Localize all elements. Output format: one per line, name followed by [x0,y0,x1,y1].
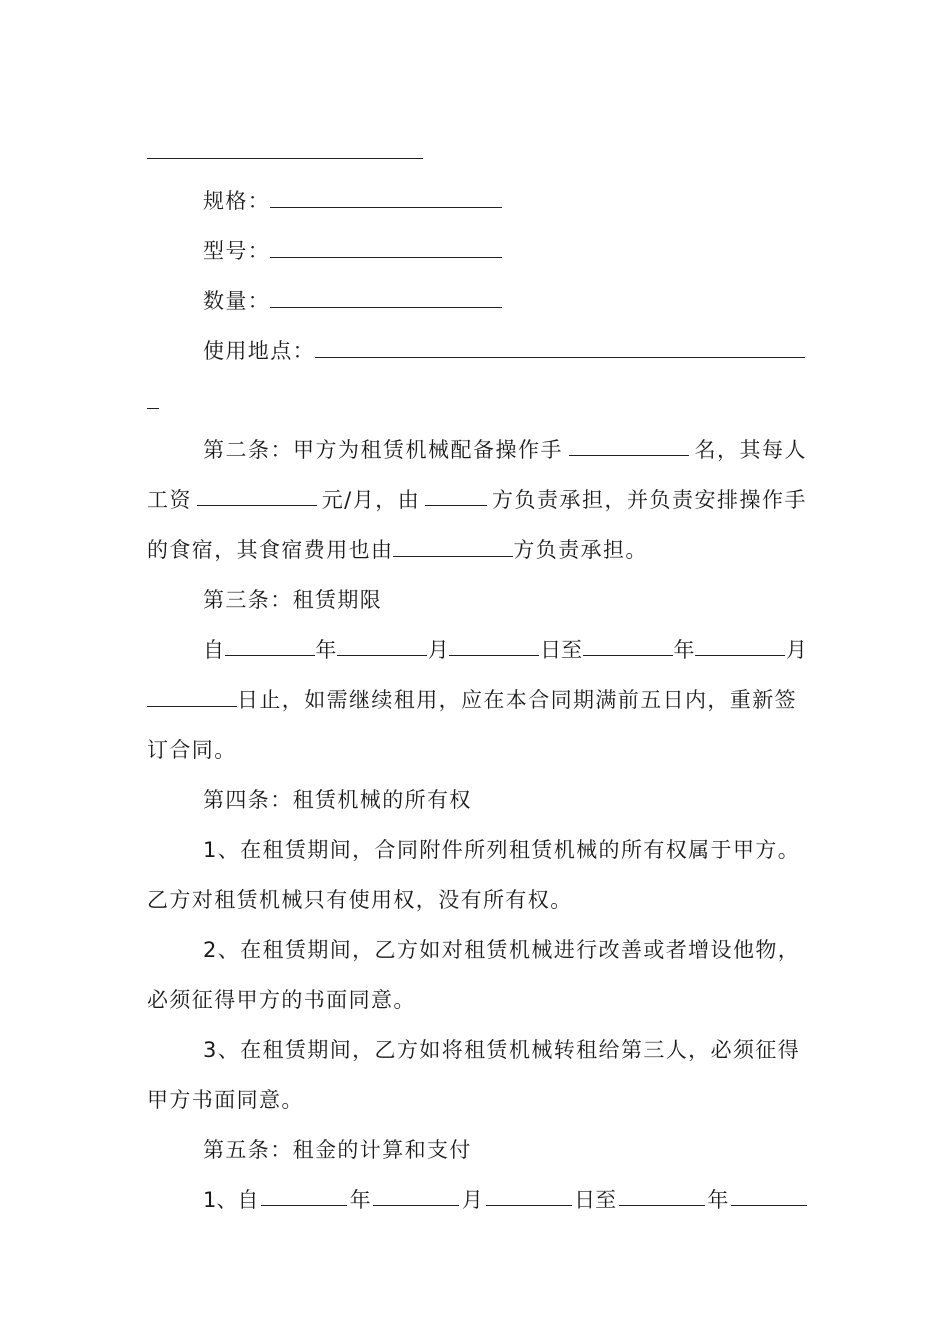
end-month-blank[interactable] [695,635,785,656]
art3-text: 自 [203,638,224,662]
start-day-blank[interactable] [449,635,539,656]
art4-p3-line-2: 甲方书面同意。 [147,1088,304,1112]
art2-text: 的食宿，其食宿费用也由 [147,538,394,562]
rent-start-year-blank[interactable] [261,1185,347,1206]
art4-p1-line-2: 乙方对租赁机械只有使用权，没有所有权。 [147,888,573,912]
operator-count-blank[interactable] [569,435,689,456]
end-day-blank[interactable] [147,686,237,707]
model-field [203,236,807,266]
art2-line-3 [147,535,807,565]
rent-end-year-blank[interactable] [619,1185,705,1206]
art3-title: 第三条：租赁期限 [203,588,383,612]
art3-line-1 [203,635,807,665]
start-year-blank[interactable] [225,635,315,656]
art5-text: 年 [349,1188,371,1212]
location-blank-continued[interactable] [147,408,159,409]
art2-text: 名，其每人 [694,438,807,462]
wage-party-blank[interactable] [425,485,487,506]
art2-text: 方负责承担。 [513,538,648,562]
art5-text: 月 [461,1188,483,1212]
art4-p2-line-2: 必须征得甲方的书面同意。 [147,988,416,1012]
art2-line-2 [147,485,807,515]
qty-blank[interactable] [270,287,502,308]
art3-text: 月 [427,638,449,662]
location-field [203,336,807,366]
art2-text: 第二条：甲方为租赁机械配备操作手 [203,438,563,462]
start-month-blank[interactable] [337,635,427,656]
art3-text: 年 [673,638,695,662]
lodging-party-blank[interactable] [393,536,513,557]
art5-title: 第五条：租金的计算和支付 [203,1138,472,1162]
art3-line-3: 订合同。 [147,738,237,762]
location-blank[interactable] [315,337,805,358]
art4-p1-line-1: 1、在租赁期间，合同附件所列租赁机械的所有权属于甲方。 [203,838,801,862]
qty-field [203,286,807,316]
art3-text: 日至 [540,638,583,662]
art5-text: 1、自 [203,1188,259,1212]
location-label: 使用地点： [203,339,315,363]
art2-text: 方负责承担，并负责安排操作手 [491,488,807,512]
art3-text: 月 [785,638,807,662]
qty-label: 数量： [203,289,271,313]
model-blank[interactable] [270,237,502,258]
wage-blank[interactable] [197,485,317,506]
rent-start-month-blank[interactable] [373,1185,459,1206]
art2-line-1 [203,435,807,465]
art4-title: 第四条：租赁机械的所有权 [203,788,472,812]
art3-text: 日止，如需继续租用，应在本合同期满前五日内，重新签 [237,688,797,712]
art5-text: 日至 [574,1188,617,1212]
spec-field [203,186,807,216]
art5-line-1 [203,1185,807,1215]
art2-text: 工资 [147,488,192,512]
rent-end-month-blank[interactable] [731,1185,807,1206]
art2-text: 元/月，由 [321,488,421,512]
spec-blank[interactable] [270,187,502,208]
end-year-blank[interactable] [583,635,673,656]
spec-label: 规格： [203,189,271,213]
rent-start-day-blank[interactable] [486,1185,572,1206]
art3-line-2 [147,685,807,715]
art4-p3-line-1: 3、在租赁期间，乙方如将租赁机械转租给第三人，必须征得 [203,1038,801,1062]
art5-text: 年 [707,1188,729,1212]
art3-text: 年 [315,638,337,662]
model-label: 型号： [203,239,271,263]
art4-p2-line-1: 2、在租赁期间，乙方如对租赁机械进行改善或者增设他物， [203,938,801,962]
blank-line[interactable] [147,158,423,159]
